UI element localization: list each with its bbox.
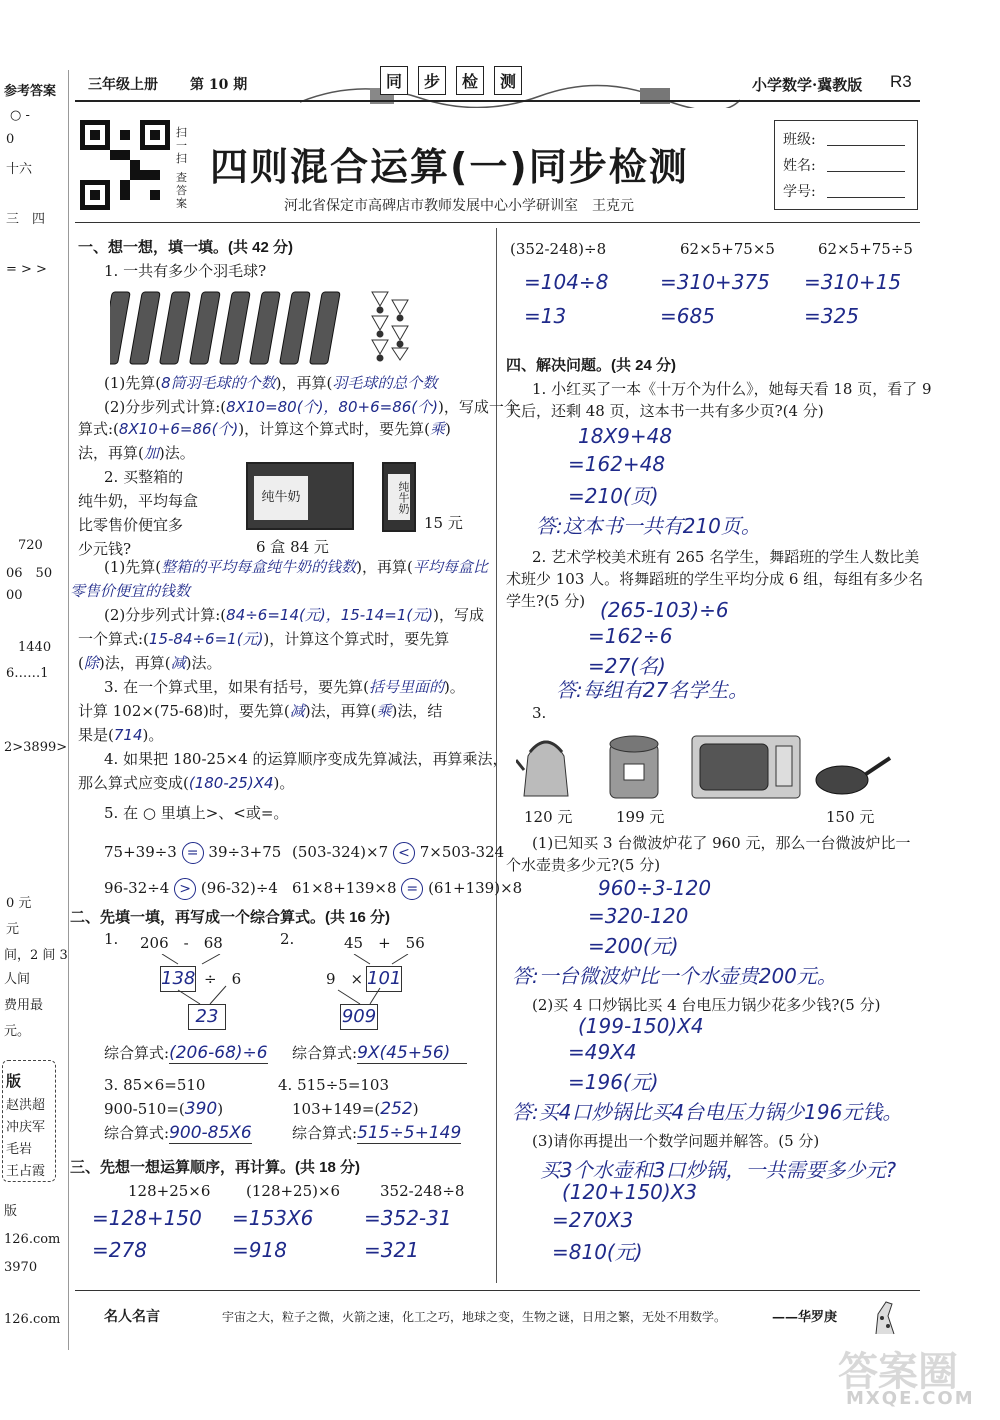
answer-field[interactable]: 平均每盒比 <box>412 558 488 576</box>
solution-step[interactable]: =49X4 <box>568 1040 637 1064</box>
margin-text: 06 50 <box>6 566 53 581</box>
answer-box[interactable]: 23 <box>188 1004 226 1030</box>
answer-field[interactable]: 零售价便宜的钱数 <box>70 582 191 600</box>
q4a-line: 4. 如果把 180-25×4 的运算顺序变成先算减法，再算乘法， <box>104 750 508 768</box>
compare-row: 61×8+139×8 = (61+139)×8 <box>292 878 522 900</box>
diagram1-top: 206 - 68 <box>140 934 223 952</box>
cooker-price: 199 元 <box>616 808 665 826</box>
q3a-line: 3. 在一个算式里，如果有括号，要先算(括号里面的)。 <box>104 678 465 696</box>
margin-text: 三 四 <box>6 212 46 227</box>
solution-step[interactable]: =270X3 <box>552 1208 634 1232</box>
q1-text: 1. 一共有多少个羽毛球? <box>104 262 267 280</box>
answer-field[interactable]: 除 <box>83 654 99 672</box>
answer-field[interactable]: 900-85X6 <box>169 1123 252 1143</box>
q1b-line: (2)分步列式计算:(8X10=80(个)，80+6=86(个))，写成一个 <box>104 398 519 416</box>
margin-text: 2>3899> <box>4 740 68 755</box>
margin-text: 费用最 <box>4 998 44 1013</box>
calc-step[interactable]: =321 <box>364 1238 419 1262</box>
calc-step[interactable]: =104÷8 <box>524 270 609 294</box>
problem3-1-text: (1)已知买 3 台微波炉花了 960 元，那么一台微波炉比一 <box>532 834 911 852</box>
q1a-line: (1)先算(8筒羽毛球的个数)，再算(羽毛球的总个数 <box>104 374 438 392</box>
microwave-image <box>690 734 802 800</box>
margin-text: 126.com <box>4 1312 61 1327</box>
answer-box[interactable]: 138 <box>160 966 196 992</box>
footer-rule <box>75 1290 920 1291</box>
margin-text: 毛岩 <box>6 1142 33 1157</box>
answer-field[interactable]: (180-25)X4 <box>188 774 274 792</box>
answer-field[interactable]: 减 <box>289 702 305 720</box>
answer-field[interactable]: 252 <box>380 1099 413 1119</box>
answer-field[interactable]: 8X10=80(个)，80+6=86(个) <box>226 398 438 416</box>
compare-row: 75+39÷3 = 39÷3+75 <box>104 842 281 864</box>
answer-field[interactable]: 9X(45+56) <box>357 1044 467 1064</box>
margin-text: 126.com <box>4 1232 61 1247</box>
calc-question: (128+25)×6 <box>246 1182 341 1200</box>
calc-step[interactable]: =128+150 <box>92 1206 202 1230</box>
formula3-line: 综合算式:900-85X6 <box>104 1123 252 1143</box>
q2c-line: 一个算式:(15-84÷6=1(元))，计算这个算式时，要先算 <box>78 630 450 648</box>
problem2-text: 2. 艺术学校美术班有 265 名学生，舞蹈班的学生人数比美 <box>532 548 920 566</box>
problem1-text: 1. 小红买了一本《十万个为什么》，她每天看 18 页，看了 9 <box>532 380 932 398</box>
solution-step[interactable]: 18X9+48 <box>578 424 673 448</box>
answer-field[interactable]: 15-84÷6=1(元) <box>148 630 264 648</box>
section4-heading: 四、解决问题。(共 24 分) <box>506 357 677 374</box>
answer-field[interactable]: 390 <box>184 1099 218 1119</box>
solution-step[interactable]: (120+150)X3 <box>562 1180 698 1204</box>
margin-text: 6……1 <box>6 666 49 681</box>
margin-text: 版 <box>6 1072 22 1090</box>
q2-text-2: 纯牛奶，平均每盒 <box>78 492 199 510</box>
compare-circle[interactable]: = <box>182 842 204 864</box>
answer-field[interactable]: (206-68)÷6 <box>169 1043 268 1063</box>
answer-sentence[interactable]: 答:每组有27名学生。 <box>556 678 749 702</box>
margin-text: 赵洪超 <box>6 1098 46 1113</box>
calc-step[interactable]: =685 <box>660 304 715 328</box>
solution-step[interactable]: =196(元) <box>568 1070 659 1094</box>
margin-text: 0 元 <box>6 896 32 911</box>
compare-row: 96-32÷4 > (96-32)÷4 <box>104 878 278 900</box>
solution-step[interactable]: =162÷6 <box>588 624 673 648</box>
margin-text: 参考答案 <box>4 84 57 99</box>
margin-text: 冲庆军 <box>6 1120 46 1135</box>
problem1-text: 天后，还剩 48 页，这本书一共有多少页?(4 分) <box>506 402 824 420</box>
title-rule <box>75 222 920 223</box>
margin-text: = > > <box>6 262 47 277</box>
name-label: 姓名: <box>783 158 816 174</box>
calc-step[interactable]: =310+15 <box>804 270 902 294</box>
margin-text: 王占霞 <box>6 1164 46 1179</box>
p3-fill: 900-510=(390) <box>104 1099 224 1119</box>
diagram1-divide: ÷ 6 <box>204 970 242 988</box>
student-question[interactable]: 买3个水壶和3口炒锅，一共需要多少元? <box>540 1158 897 1182</box>
margin-strip <box>0 70 69 1350</box>
answer-field[interactable]: 714 <box>113 726 143 744</box>
milk-single-price: 15 元 <box>424 514 463 532</box>
class-field[interactable] <box>827 145 905 146</box>
q2b-line: (2)分步列式计算:(84÷6=14(元)，15-14=1(元))，写成 <box>104 606 484 624</box>
watermark-logo: 答案圈 <box>838 1349 958 1395</box>
header-rule <box>75 100 920 102</box>
edition-label: 小学数学·冀教版 <box>752 76 863 94</box>
formula4-line: 综合算式:515÷5+149 <box>292 1123 462 1143</box>
calc-question: (352-248)÷8 <box>510 240 607 258</box>
wok-price: 150 元 <box>826 808 875 826</box>
calc-question: 128+25×6 <box>128 1182 211 1200</box>
q2-text-4: 少元钱? <box>78 540 132 558</box>
answer-box[interactable]: 909 <box>340 1004 378 1030</box>
answer-sentence[interactable]: 答:这本书一共有210页。 <box>536 514 761 538</box>
page-number: R3 <box>890 72 912 91</box>
page-title: 四则混合运算(一)同步检测 <box>210 145 689 189</box>
calc-question: 352-248÷8 <box>380 1182 465 1200</box>
student-number-label: 学号: <box>783 184 816 200</box>
section1-heading: 一、想一想，填一填。(共 42 分) <box>78 239 294 256</box>
answer-field[interactable]: 加 <box>143 444 159 462</box>
margin-text: 元 <box>6 922 20 937</box>
banner-char: 步 <box>418 66 446 95</box>
answer-field[interactable]: 515÷5+149 <box>357 1123 462 1143</box>
banner-char: 测 <box>494 66 522 95</box>
kettle-price: 120 元 <box>524 808 573 826</box>
banner-char: 检 <box>456 66 484 95</box>
milk-single-label: 纯牛奶 <box>388 474 410 520</box>
answer-field[interactable]: 羽毛球的总个数 <box>332 374 438 392</box>
margin-text: 3970 <box>4 1260 38 1275</box>
answer-field[interactable]: 乘 <box>430 420 446 438</box>
milk-single-image <box>382 462 416 532</box>
solution-step[interactable]: =162+48 <box>568 452 666 476</box>
milk-box-image <box>246 462 354 530</box>
solution-step[interactable]: =200(元) <box>588 934 679 958</box>
diagram2-multiply: 9 × <box>326 970 364 988</box>
q4b-line: 那么算式应变成((180-25)X4)。 <box>78 774 295 792</box>
calc-step[interactable]: =153X6 <box>232 1206 314 1230</box>
q2-text-1: 2. 买整箱的 <box>104 468 184 486</box>
milk-box-price: 6 盒 84 元 <box>256 538 329 556</box>
banner <box>380 66 522 95</box>
milk-box-label: 纯牛奶 <box>254 476 308 520</box>
answer-field[interactable]: 84÷6=14(元)，15-14=1(元) <box>226 606 434 624</box>
q5-text: 5. 在 ○ 里填上>、<或=。 <box>104 804 289 822</box>
banner-char: 同 <box>380 66 408 95</box>
q2d-line: (除)法，再算(减)法。 <box>78 654 222 672</box>
margin-text: 00 <box>6 588 23 603</box>
compare-circle[interactable]: = <box>401 878 423 900</box>
problem2-text: 术班少 103 人。将舞蹈班的学生平均分成 6 组，每组有多少名 <box>506 570 924 588</box>
diagram2-top: 45 + 56 <box>344 934 425 952</box>
section2-heading: 二、先填一填，再写成一个综合算式。(共 16 分) <box>70 909 391 926</box>
solution-step[interactable]: (199-150)X4 <box>578 1014 704 1038</box>
qr-side-text: 扫 一 扫 查 答 案 <box>176 126 187 210</box>
p4-given: 4. 515÷5=103 <box>278 1076 390 1094</box>
grade-label: 三年级上册 <box>88 77 158 93</box>
watermark-url: MXQE.COM <box>846 1388 975 1409</box>
answer-field[interactable]: 整箱的平均每盒纯牛奶的钱数 <box>161 558 357 576</box>
p3-given: 3. 85×6=510 <box>104 1076 206 1094</box>
pressure-cooker-image <box>604 730 664 802</box>
problem3-number: 3. <box>532 704 547 722</box>
issue-label: 第 10 期 <box>190 77 248 93</box>
solution-step[interactable]: =810(元) <box>552 1240 643 1264</box>
solution-step[interactable]: =27(名) <box>588 654 666 678</box>
problem3-2-text: (2)买 4 口炒锅比买 4 台电压力锅少花多少钱?(5 分) <box>532 996 881 1014</box>
answer-field[interactable]: 8筒羽毛球的个数 <box>161 374 276 392</box>
answer-box[interactable]: 101 <box>366 966 402 992</box>
calc-step[interactable]: =13 <box>524 304 567 328</box>
calc-step[interactable]: =310+375 <box>660 270 770 294</box>
margin-text: 720 <box>18 538 43 553</box>
answer-sentence[interactable]: 答:买4口炒锅比买4台电压力锅少196元钱。 <box>512 1100 903 1124</box>
answer-sentence[interactable]: 答:一台微波炉比一个水壶贵200元。 <box>512 964 837 988</box>
student-info-box <box>774 120 918 210</box>
footer-quote: 宇宙之大，粒子之微，火箭之速，化工之巧，地球之变，生物之谜，日用之繁，无处不用数学。 <box>222 1310 727 1324</box>
margin-text: ○ - <box>10 108 30 123</box>
solution-step[interactable]: =210(页) <box>568 484 659 508</box>
compare-row: (503-324)×7 < 7×503-324 <box>292 842 504 864</box>
name-field[interactable] <box>827 171 905 172</box>
answer-field[interactable]: 8X10+6=86(个) <box>118 420 239 438</box>
diagram1-number: 1. <box>104 930 119 948</box>
kettle-image <box>516 726 576 802</box>
calc-step[interactable]: =325 <box>804 304 859 328</box>
solution-step[interactable]: =320-120 <box>588 904 689 928</box>
problem3-1-text: 个水壶贵多少元?(5 分) <box>506 856 661 874</box>
compare-circle[interactable]: > <box>174 878 196 900</box>
formula1-line: 综合算式:(206-68)÷6 <box>104 1043 268 1063</box>
class-label: 班级: <box>783 132 816 148</box>
margin-text: 人间 <box>4 972 31 987</box>
student-number-field[interactable] <box>827 197 905 198</box>
margin-text: 1440 <box>18 640 52 655</box>
margin-text: 元。 <box>4 1024 31 1039</box>
qr-code-icon <box>80 120 170 210</box>
calc-step[interactable]: =352-31 <box>364 1206 452 1230</box>
p4-fill: 103+149=(252) <box>292 1099 419 1119</box>
q2a-line: (1)先算(整箱的平均每盒纯牛奶的钱数)，再算(平均每盒比 <box>104 558 488 576</box>
q1c-line: 算式:(8X10+6=86(个))，计算这个算式时，要先算(乘) <box>78 420 451 438</box>
solution-step[interactable]: (265-103)÷6 <box>600 598 729 622</box>
margin-text: 0 <box>6 132 15 147</box>
giraffe-icon <box>866 1296 906 1336</box>
margin-text: 版 <box>4 1204 18 1219</box>
footer-author: ——华罗庚 <box>772 1310 838 1325</box>
section3-heading: 三、先想一想运算顺序，再计算。(共 18 分) <box>70 1159 361 1176</box>
calc-step[interactable]: =278 <box>92 1238 147 1262</box>
shuttlecock-tubes-image <box>110 282 410 368</box>
q2-text-3: 比零售价便宜多 <box>78 516 184 534</box>
q3c-line: 果是(714)。 <box>78 726 164 744</box>
compare-circle[interactable]: < <box>393 842 415 864</box>
wok-image <box>812 756 892 802</box>
diagram2-number: 2. <box>280 930 295 948</box>
problem3-3-text: (3)请你再提出一个数学问题并解答。(5 分) <box>532 1132 820 1150</box>
formula2-line: 综合算式:9X(45+56) <box>292 1044 467 1064</box>
problem2-text: 学生?(5 分) <box>506 592 586 610</box>
calc-question: 62×5+75×5 <box>680 240 775 258</box>
margin-text: 间，2 间 3 <box>4 948 68 963</box>
answer-field[interactable]: 减 <box>170 654 186 672</box>
answer-field[interactable]: 括号里面的 <box>368 678 444 696</box>
answer-field[interactable]: 乘 <box>376 702 392 720</box>
calc-question: 62×5+75÷5 <box>818 240 913 258</box>
footer-label: 名人名言 <box>104 1309 160 1325</box>
margin-text: 十六 <box>6 162 33 177</box>
solution-step[interactable]: 960÷3-120 <box>598 876 712 900</box>
q1d-line: 法，再算(加)法。 <box>78 444 195 462</box>
q3b-line: 计算 102×(75-68)时，要先算(减)法，再算(乘)法，结 <box>78 702 443 720</box>
author-line: 河北省保定市高碑店市教师发展中心小学研训室 王克元 <box>284 198 634 214</box>
calc-step[interactable]: =918 <box>232 1238 287 1262</box>
